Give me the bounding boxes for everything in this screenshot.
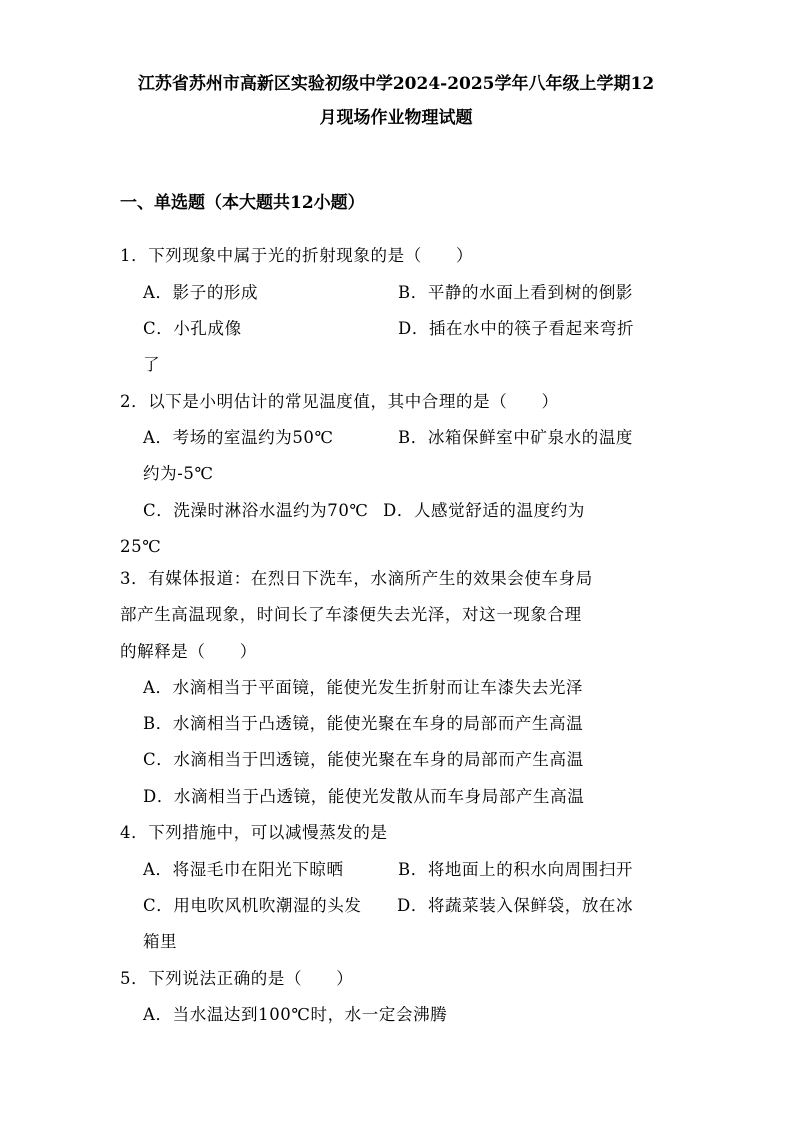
question-1-option-b: B．平静的水面上看到树的倒影 [398,283,634,302]
question-1-stem: 1．下列现象中属于光的折射现象的是（ ） [120,246,474,265]
question-5-option-a: A．当水温达到100℃时，水一定会沸腾 [143,1005,448,1024]
question-3-stem-line-2: 部产生高温现象，时间长了车漆便失去光泽，对这一现象合理 [120,605,582,624]
section-heading: 一、单选题（本大题共12小题） [120,193,365,213]
question-5-stem: 5．下列说法正确的是（ ） [120,969,354,988]
question-2-option-a: A．考场的室温约为50℃ [143,428,334,447]
question-4-option-b: B．将地面上的积水向周围扫开 [398,860,634,879]
question-4-option-c: C．用电吹风机吹潮湿的头发 [143,896,362,915]
question-2-option-d-wrap: 25℃ [120,537,162,556]
question-1-option-c: C．小孔成像 [143,319,242,338]
question-4-option-d-wrap: 箱里 [143,932,178,951]
question-4-stem: 4．下列措施中，可以减慢蒸发的是 [120,823,388,842]
question-1-option-a: A．影子的形成 [143,283,259,302]
question-2-option-b: B．冰箱保鲜室中矿泉水的温度 [398,428,634,447]
question-2-stem: 2．以下是小明估计的常见温度值，其中合理的是（ ） [120,392,559,411]
question-3-option-d: D．水滴相当于凸透镜，能使光发散从而车身局部产生高温 [143,787,585,806]
document-title-line-1: 江苏省苏州市高新区实验初级中学2024-2025学年八年级上学期12 [137,74,655,94]
question-1-option-d-wrap: 了 [143,355,161,374]
question-2-option-c: C．洗澡时淋浴水温约为70℃ [143,501,369,520]
question-2-option-b-wrap: 约为-5℃ [143,464,214,483]
question-3-stem-line-1: 3．有媒体报道：在烈日下洗车，水滴所产生的效果会使车身局 [120,569,593,588]
question-4-option-a: A．将湿毛巾在阳光下晾晒 [143,860,344,879]
question-3-option-a: A．水滴相当于平面镜，能使光发生折射而让车漆失去光泽 [143,678,584,697]
question-2-option-d: D．人感觉舒适的温度约为 [383,501,585,520]
document-title-line-2: 月现场作业物理试题 [319,108,473,128]
question-3-stem-line-3: 的解释是（ ） [120,642,257,661]
question-3-option-b: B．水滴相当于凸透镜，能使光聚在车身的局部而产生高温 [143,714,584,733]
question-3-option-c: C．水滴相当于凹透镜，能使光聚在车身的局部而产生高温 [143,750,584,769]
question-4-option-d: D．将蔬菜装入保鲜袋，放在冰 [397,896,634,915]
question-1-option-d: D．插在水中的筷子看起来弯折 [398,319,635,338]
